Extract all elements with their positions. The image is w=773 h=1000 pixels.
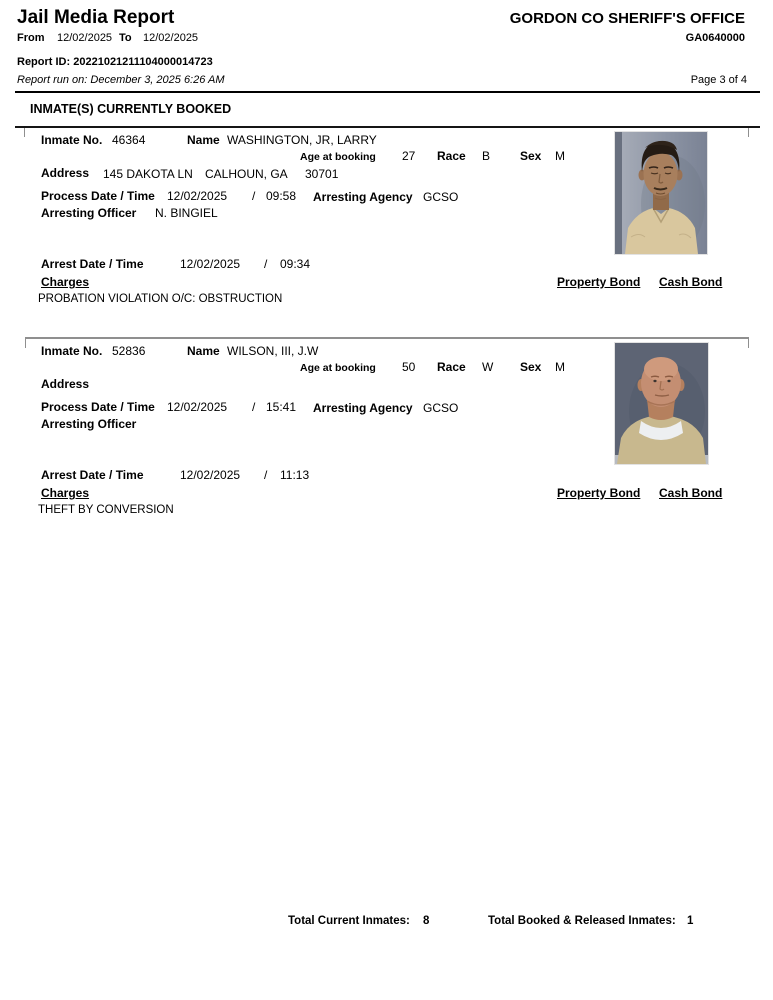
run-on-label: Report run on: [17,74,88,86]
charges-header: Charges [41,275,90,289]
run-on-value: December 3, 2025 6:26 AM [90,74,225,86]
address-label: Address [41,166,90,180]
card-separator [25,337,749,339]
arresting-agency-value: GCSO [423,190,459,204]
sex-label: Sex [520,149,542,163]
address-city: CALHOUN, GA [205,167,288,181]
section-rule [15,126,760,128]
inmate-card [0,133,773,338]
arrest-date-time-label: Arrest Date / Time [41,257,144,271]
process-date-time-label: Process Date / Time [41,400,155,414]
name-value: WILSON, III, J.W [227,344,319,358]
process-slash: / [252,189,256,203]
section-title: INMATE(S) CURRENTLY BOOKED [30,102,232,116]
arrest-slash: / [264,468,268,482]
race-value: B [482,149,491,163]
total-current-inmates-value: 8 [423,915,430,927]
report-id-row [17,56,213,68]
office-name: GORDON CO SHERIFF'S OFFICE [509,10,745,27]
property-bond-header: Property Bond [557,486,641,500]
process-date-time-label: Process Date / Time [41,189,155,203]
address-label: Address [41,377,90,391]
total-current-inmates-label: Total Current Inmates: [288,915,410,927]
sex-value: M [555,149,565,163]
arrest-date: 12/02/2025 [180,468,241,482]
page-indicator: Page 3 of 4 [690,74,747,86]
arresting-officer-value: N. BINGIEL [155,206,218,220]
inmate-no-label: Inmate No. [41,133,103,147]
process-time: 09:58 [266,189,297,203]
from-value: 12/02/2025 [57,32,113,44]
mugshot-washington-image [615,132,707,254]
total-booked-released-value: 1 [687,915,694,927]
arresting-officer-label: Arresting Officer [41,417,137,431]
address-street: 145 DAKOTA LN [103,167,193,181]
charge-item: PROBATION VIOLATION O/C: OBSTRUCTION [38,293,283,305]
age-value: 27 [402,149,416,163]
arrest-time: 11:13 [280,468,310,482]
report-id-value: 20221021211104000014723 [73,56,213,68]
process-time: 15:41 [266,400,297,414]
address-zip: 30701 [305,167,339,181]
mugshot-photo [614,131,708,255]
report-id-label: Report ID: [17,56,71,68]
arrest-date: 12/02/2025 [180,257,241,271]
from-label: From [17,32,45,44]
arresting-officer-label: Arresting Officer [41,206,137,220]
header-rule [15,91,760,93]
age-at-booking-label: Age at booking [300,362,376,374]
race-label: Race [437,149,466,163]
cash-bond-header: Cash Bond [659,275,723,289]
inmate-card [0,344,773,549]
arresting-agency-label: Arresting Agency [313,190,413,204]
cash-bond-header: Cash Bond [659,486,723,500]
charges-header: Charges [41,486,90,500]
agency-code: GA0640000 [685,32,745,44]
age-at-booking-label: Age at booking [300,151,376,163]
sex-label: Sex [520,360,542,374]
race-label: Race [437,360,466,374]
to-value: 12/02/2025 [143,32,199,44]
run-on-row [17,74,225,86]
race-value: W [482,360,494,374]
arresting-agency-label: Arresting Agency [313,401,413,415]
age-value: 50 [402,360,416,374]
mugshot-photo [614,342,709,465]
arrest-time: 09:34 [280,257,311,271]
mugshot-wilson-image [615,343,708,464]
name-label: Name [187,133,220,147]
name-label: Name [187,344,220,358]
inmate-no-label: Inmate No. [41,344,103,358]
charge-item: THEFT BY CONVERSION [38,504,174,516]
sex-value: M [555,360,565,374]
process-date: 12/02/2025 [167,400,228,414]
process-date: 12/02/2025 [167,189,228,203]
arrest-slash: / [264,257,268,271]
total-booked-released-label: Total Booked & Released Inmates: [488,915,676,927]
page-title: Jail Media Report [17,7,175,28]
arresting-agency-value: GCSO [423,401,459,415]
inmate-no-value: 46364 [112,133,146,147]
process-slash: / [252,400,256,414]
arrest-date-time-label: Arrest Date / Time [41,468,144,482]
property-bond-header: Property Bond [557,275,641,289]
inmate-no-value: 52836 [112,344,146,358]
to-label: To [119,32,132,44]
name-value: WASHINGTON, JR, LARRY [227,133,377,147]
